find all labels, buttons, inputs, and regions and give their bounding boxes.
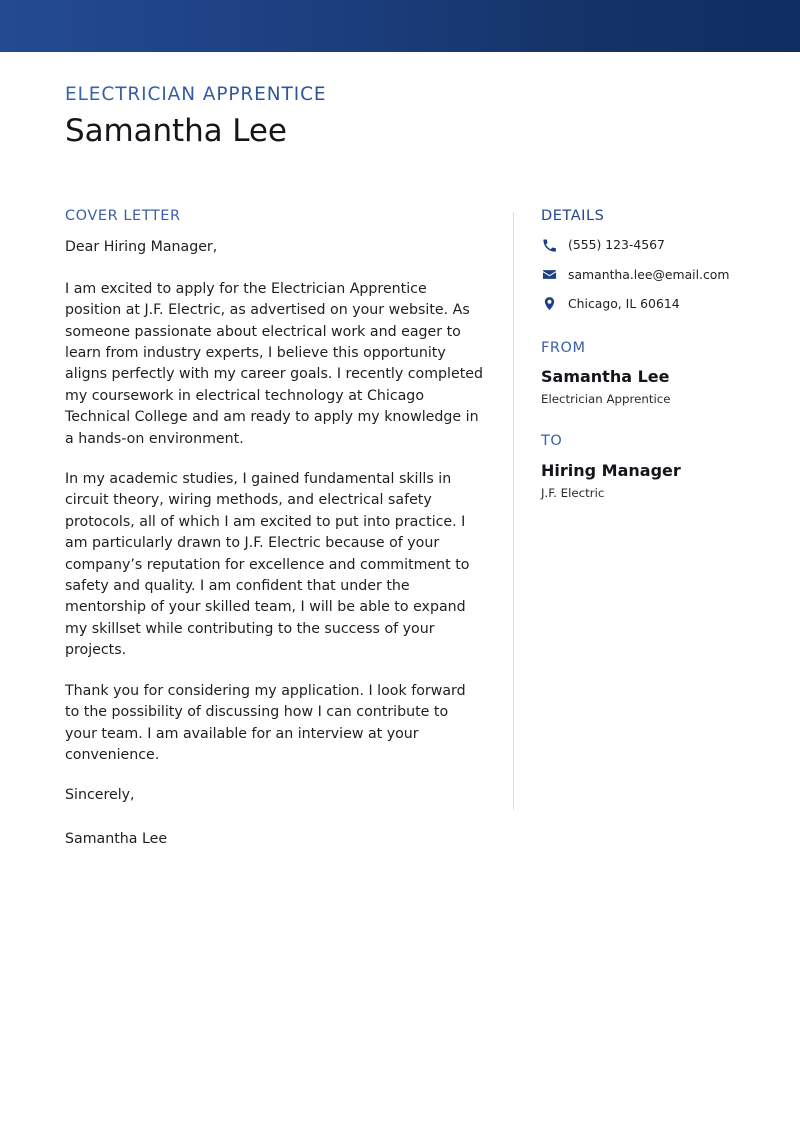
cover-letter-heading: COVER LETTER [65, 208, 181, 224]
to-block [541, 433, 773, 501]
letter-paragraph-2: In my academic studies, I gained fundamental skills in circuit theory, wiring methods, and electrical safety protocols, all of which I am excited to put into practice. I am particularly drawn to J.F. Electric because of your company’s reputation for excellence and commitment to safety and quality. I am confident that under the mentorship of your skilled team, I will be able to expand my skillset while contributing to the success of your projects. [65, 471, 470, 659]
contact-details-list [541, 237, 773, 311]
from-block [541, 340, 773, 408]
from-name: Samantha Lee [541, 367, 670, 387]
sidebar-column [541, 208, 773, 501]
detail-row-email [541, 267, 773, 283]
from-heading: FROM [541, 339, 586, 356]
location-pin-icon [541, 296, 557, 312]
header-accent-banner [0, 0, 800, 52]
document-body [0, 208, 800, 847]
envelope-icon [541, 267, 557, 283]
location-value: Chicago, IL 60614 [568, 295, 680, 311]
detail-row-location [541, 296, 773, 312]
job-title: ELECTRICIAN APPRENTICE [65, 84, 665, 105]
letter-salutation: Dear Hiring Manager, [65, 239, 218, 256]
letter-signature: Samantha Lee [65, 830, 168, 847]
cover-letter-column [65, 208, 483, 850]
detail-row-phone [541, 237, 773, 253]
letter-paragraph-3: Thank you for considering my application. I look forward to the possibility of discussing how I can contribute to your team. I am available for an interview at your convenience. [65, 682, 466, 763]
details-heading: DETAILS [541, 208, 605, 224]
letter-closing: Sincerely, [65, 787, 135, 804]
to-heading: TO [541, 433, 563, 450]
from-subtitle: Electrician Apprentice [541, 392, 671, 407]
to-subtitle: J.F. Electric [541, 485, 605, 500]
letter-paragraph-1: I am excited to apply for the Electrician Apprentice position at J.F. Electric, as advertised on your website. As someone passionate about electrical work and eager to learn from industry experts, I believe this opportunity aligns perfectly with my career goals. I recently completed my coursework in electrical technology at Chicago Technical College and am ready to apply my knowledge in a hands-on environment. [65, 280, 484, 447]
to-name: Hiring Manager [541, 460, 681, 480]
email-value: samantha.lee@email.com [568, 266, 730, 282]
phone-icon [541, 237, 557, 253]
document-header [65, 84, 665, 150]
phone-value: (555) 123-4567 [568, 237, 665, 253]
column-divider [513, 212, 514, 810]
applicant-name: Samantha Lee [65, 113, 287, 150]
